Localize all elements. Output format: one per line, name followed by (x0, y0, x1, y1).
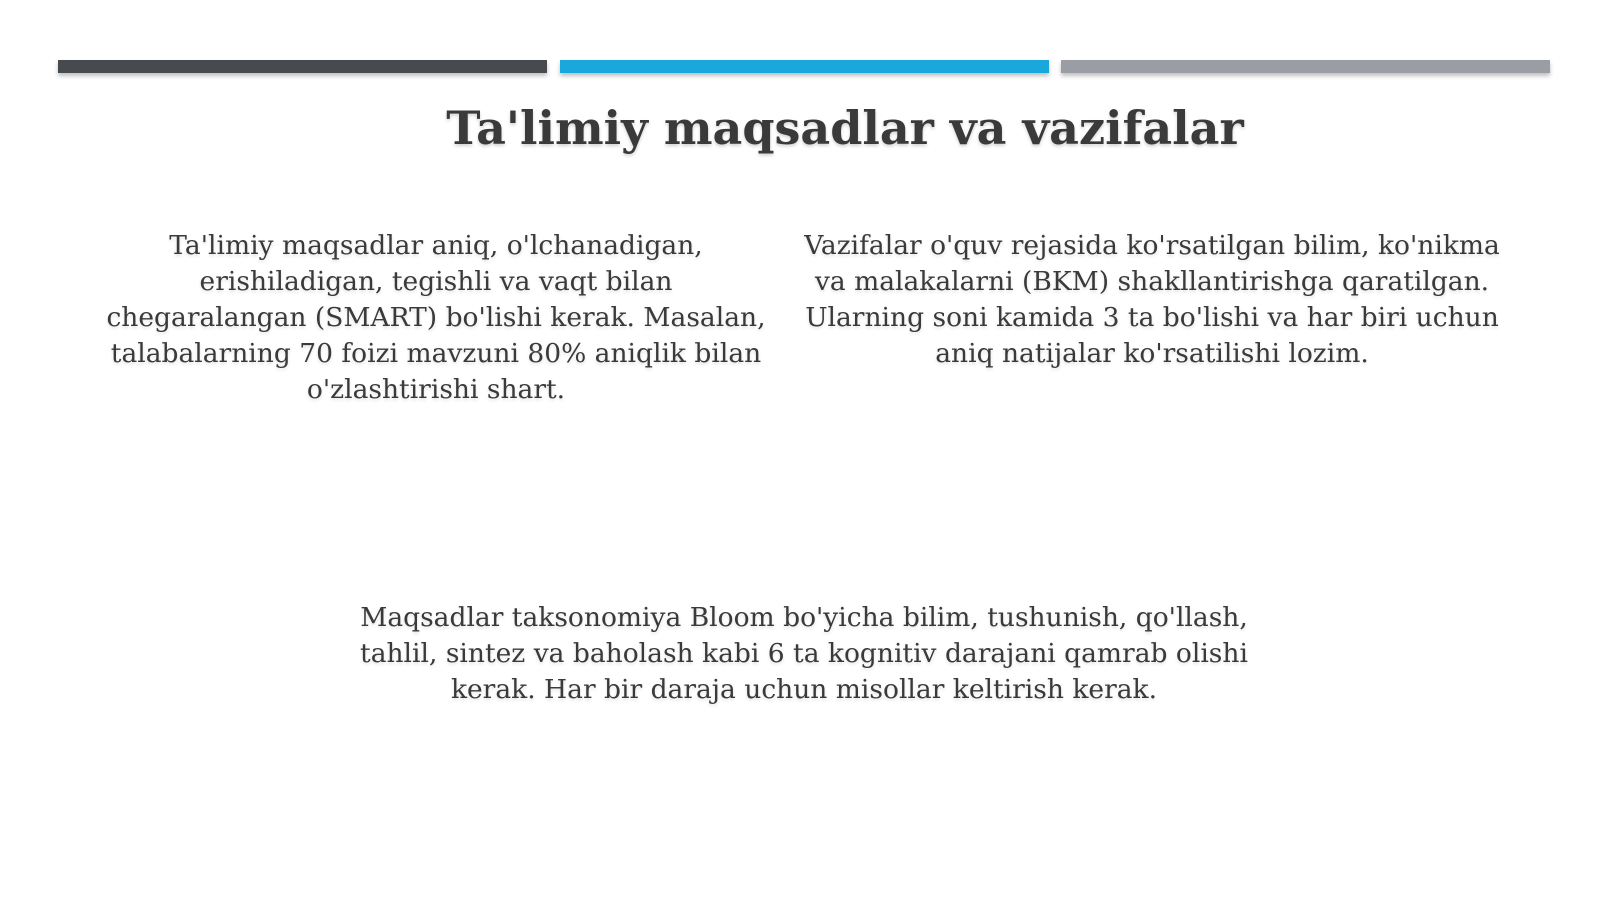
accent-bar-dark (58, 60, 547, 73)
accent-bar-gray (1061, 60, 1550, 73)
paragraph-bloom: Maqsadlar taksonomiya Bloom bo'yicha bilim, tushunish, qo'llash, tahlil, sintez va baholash kabi 6 ta kognitiv darajani qamrab olishi kerak. Har bir daraja uchun misollar keltirish kerak. (360, 602, 1248, 705)
paragraph-tasks: Vazifalar o'quv rejasida ko'rsatilgan bilim, ko'nikma va malakalarni (BKM) shakllantirishga qaratilgan. Ularning soni kamida 3 ta bo'lishi va har biri uchun aniq natijalar ko'rsatilishi lozim. (804, 230, 1500, 369)
paragraph-goals: Ta'limiy maqsadlar aniq, o'lchanadigan, erishiladigan, tegishli va vaqt bilan chegaralangan (SMART) bo'lishi kerak. Masalan, talabalarning 70 foizi mavzuni 80% aniqlik bilan o'zlashtirishi shart. (106, 230, 766, 405)
accent-bar-blue (560, 60, 1049, 73)
slide-title: Ta'limiy maqsadlar va vazifalar (446, 101, 1244, 155)
